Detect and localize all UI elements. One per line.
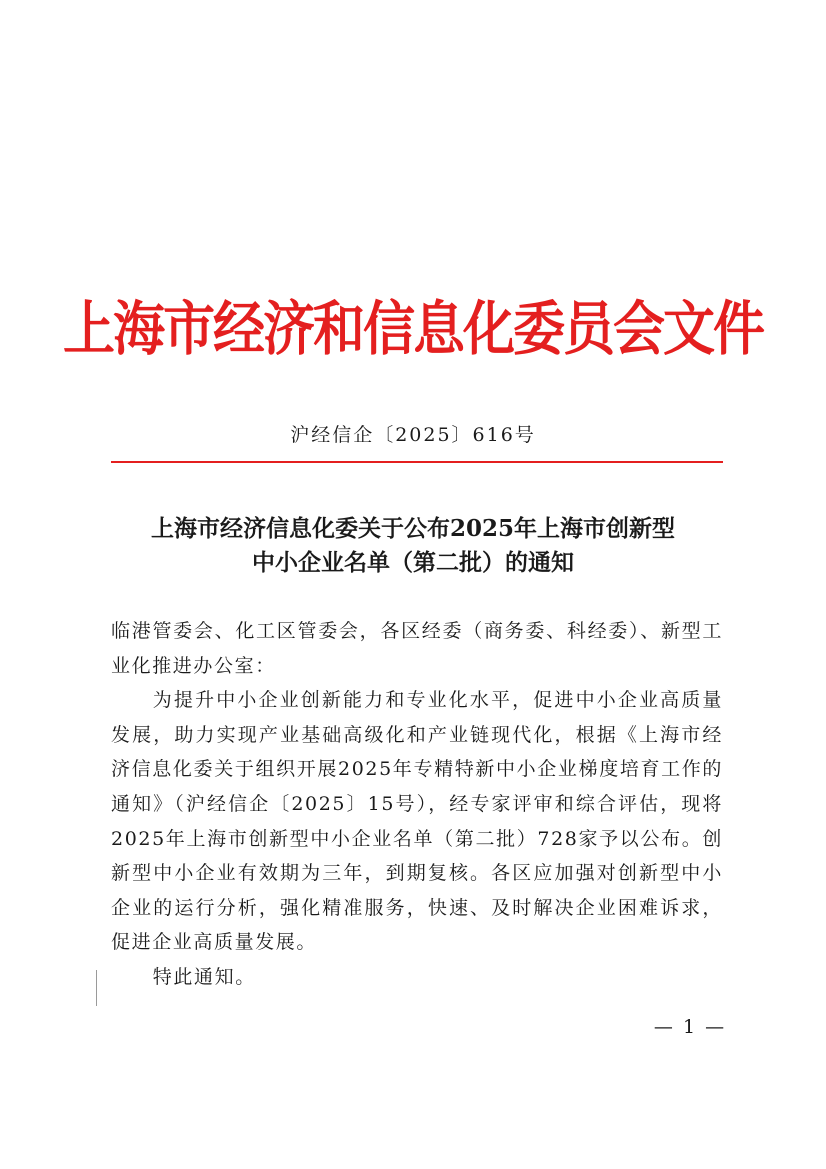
notice-title xyxy=(0,512,826,580)
margin-mark xyxy=(96,970,97,1006)
red-divider-line xyxy=(111,461,723,463)
closing-line: 特此通知。 xyxy=(152,965,256,988)
agency-header-title: 上海市经济和信息化委员会文件 xyxy=(62,295,763,364)
recipients-line: 临港管委会、化工区管委会，各区经委（商务委、科经委）、新型工业化推进办公室： xyxy=(111,620,723,677)
notice-title-line-1: 上海市经济信息化委关于公布2025年上海市创新型 xyxy=(150,515,675,542)
document-number: 沪经信企〔2025〕616号 xyxy=(290,424,536,446)
page-number: — 1 — xyxy=(653,1016,727,1038)
body-paragraph: 为提升中小企业创新能力和专业化水平，促进中小企业高质量发展，助力实现产业基础高级化和产业链现代化，根据《上海市经济信息化委关于组织开展2025年专精特新中小企业梯度培育工作的通知》（沪经信企〔2025〕15号），经专家评审和综合评估，现将2025年上海市创新型中小企业名单（第二批）728家予以公布。创新型中小企业有效期为三年，到期复核。各区应加强对创新型中小企业的运行分析，强化精准服务，快速、及时解决企业困难诉求，促进企业高质量发展。 xyxy=(111,689,723,954)
notice-title-line-2: 中小企业名单（第二批）的通知 xyxy=(252,549,574,576)
notice-body xyxy=(111,614,723,995)
